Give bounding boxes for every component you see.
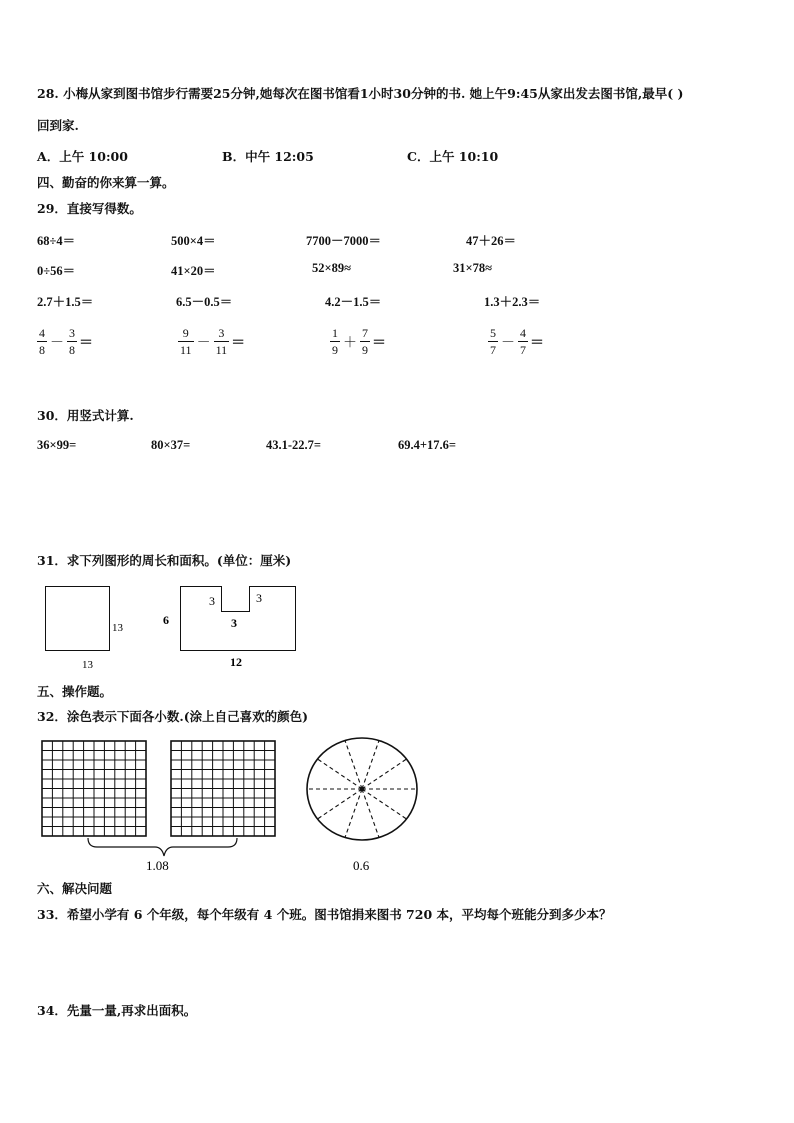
section-5-heading: 五、操作题。 bbox=[37, 684, 113, 699]
equals: ＝ bbox=[372, 335, 386, 351]
denominator: 9 bbox=[362, 343, 368, 357]
notch-left-label: 3 bbox=[209, 594, 215, 608]
operator: － bbox=[50, 335, 64, 351]
q29-item: 41×20＝ bbox=[171, 264, 216, 278]
q28-text-cont: 回到家. bbox=[37, 118, 79, 133]
circle-radius bbox=[345, 789, 362, 838]
numerator: 4 bbox=[39, 326, 45, 340]
q34-text: 34．先量一量,再求出面积。 bbox=[37, 1003, 197, 1018]
q29-item: 68÷4＝ bbox=[37, 234, 76, 248]
q30-item: 69.4+17.6= bbox=[398, 438, 456, 452]
denominator: 7 bbox=[520, 343, 526, 357]
q29-item: 500×4＝ bbox=[171, 234, 216, 248]
q32-title: 32．涂色表示下面各小数.(涂上自己喜欢的颜色) bbox=[37, 709, 309, 724]
denominator: 7 bbox=[490, 343, 496, 357]
hundred-grid-1[interactable] bbox=[42, 741, 146, 836]
q29-item: 31×78≈ bbox=[453, 261, 492, 275]
circle-radius bbox=[362, 740, 379, 789]
numerator: 4 bbox=[520, 326, 526, 340]
equals: ＝ bbox=[231, 335, 246, 351]
equals: ＝ bbox=[79, 335, 93, 351]
q28-option-a[interactable]: A．上午 10:00 bbox=[37, 149, 128, 164]
grid-decimal-label: 1.08 bbox=[146, 858, 169, 873]
q30-title: 30．用竖式计算. bbox=[37, 408, 134, 423]
numerator: 7 bbox=[362, 326, 368, 340]
q28-option-b[interactable]: B．中午 12:05 bbox=[222, 149, 314, 164]
q31-title: 31．求下列图形的周长和面积。(单位：厘米) bbox=[37, 553, 292, 568]
square-figure bbox=[46, 587, 110, 651]
circle-radius bbox=[362, 789, 379, 838]
hundred-grid-2[interactable] bbox=[171, 741, 275, 836]
q30-item: 43.1-22.7= bbox=[266, 438, 322, 452]
brace bbox=[88, 838, 237, 856]
operator: － bbox=[501, 335, 515, 351]
q30-item: 36×99= bbox=[37, 438, 77, 452]
circle-radius bbox=[345, 740, 362, 789]
operator: － bbox=[196, 335, 211, 351]
numerator: 3 bbox=[214, 326, 230, 342]
circle-radius bbox=[362, 759, 406, 789]
q29-item: 1.3＋2.3＝ bbox=[484, 295, 541, 309]
section-6-heading: 六、解决问题 bbox=[37, 881, 113, 896]
notch-width-label: 3 bbox=[231, 616, 237, 630]
q29-item: 0÷56＝ bbox=[37, 264, 76, 278]
circle-radius bbox=[318, 759, 362, 789]
q30-item: 80×37= bbox=[151, 438, 191, 452]
section-4-heading: 四、勤奋的你来算一算。 bbox=[37, 175, 175, 190]
q28-option-c[interactable]: C．上午 10:10 bbox=[407, 149, 499, 164]
denominator: 11 bbox=[180, 343, 192, 357]
denominator: 9 bbox=[332, 343, 338, 357]
shape-height-label: 6 bbox=[163, 613, 169, 627]
q29-item: 2.7＋1.5＝ bbox=[37, 295, 94, 309]
square-side-label: 13 bbox=[112, 622, 123, 634]
q29-item: 4.2－1.5＝ bbox=[325, 295, 382, 309]
q29-item: 47＋26＝ bbox=[466, 234, 517, 248]
circle-center bbox=[360, 787, 365, 792]
square-bottom-label: 13 bbox=[82, 659, 93, 671]
q28-text: 28. 小梅从家到图书馆步行需要25分钟,她每次在图书馆看1小时30分钟的书. 她上午9:45从家出发去图书馆,最早( ) bbox=[37, 86, 684, 101]
circle-radius bbox=[362, 789, 406, 819]
denominator: 8 bbox=[39, 343, 45, 357]
q33-text: 33．希望小学有 6 个年级，每个年级有 4 个班。图书馆捐来图书 720 本，平均每个班能分到多少本？ bbox=[37, 907, 612, 922]
notched-rectangle-figure bbox=[181, 587, 296, 651]
circle-radius bbox=[318, 789, 362, 819]
operator: ＋ bbox=[343, 335, 357, 351]
numerator: 1 bbox=[332, 326, 338, 340]
numerator: 5 bbox=[490, 326, 496, 340]
numerator: 3 bbox=[69, 326, 75, 340]
divided-circle[interactable] bbox=[307, 738, 417, 840]
notch-right-label: 3 bbox=[256, 591, 262, 605]
q29-item: 7700－7000＝ bbox=[306, 234, 382, 248]
denominator: 11 bbox=[215, 343, 228, 357]
shape-bottom-label: 12 bbox=[230, 655, 242, 669]
q29-title: 29．直接写得数。 bbox=[37, 201, 142, 216]
equals: ＝ bbox=[530, 335, 544, 351]
q29-item: 6.5－0.5＝ bbox=[176, 295, 233, 309]
q29-item: 52×89≈ bbox=[312, 261, 351, 275]
numerator: 9 bbox=[178, 326, 194, 342]
denominator: 8 bbox=[69, 343, 75, 357]
circle-decimal-label: 0.6 bbox=[353, 858, 370, 873]
